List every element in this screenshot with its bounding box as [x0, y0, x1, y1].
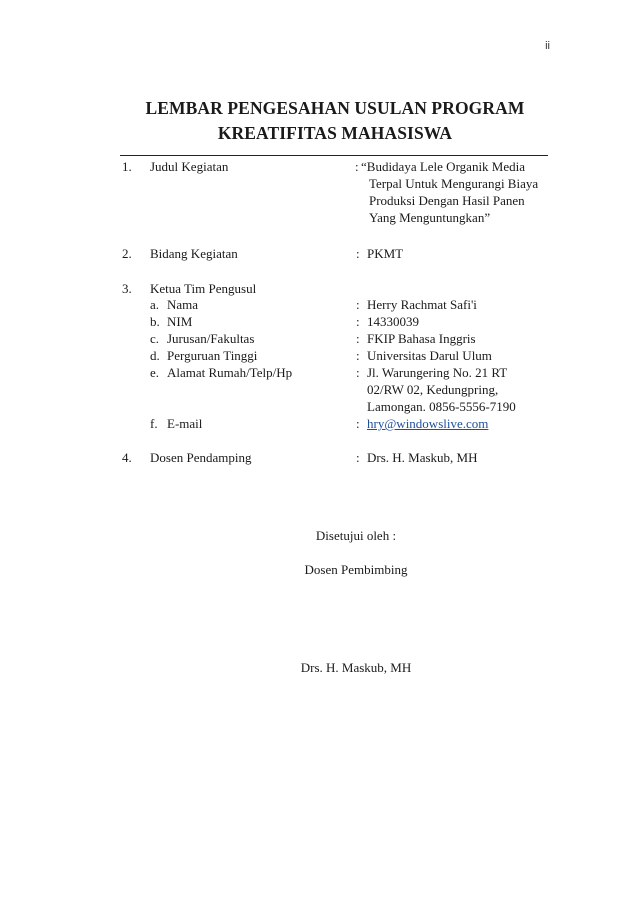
item-number-judul: 1.: [122, 159, 132, 174]
judul-line: Produksi Dengan Hasil Panen: [369, 193, 525, 208]
alamat-colon: :: [356, 365, 360, 380]
item-number-ketua: 3.: [122, 281, 132, 296]
alamat-value: [367, 364, 516, 415]
ketua-label: Ketua Tim Pengusul: [150, 281, 257, 296]
perguruan-letter: d.: [150, 348, 160, 363]
approval-role: Dosen Pembimbing: [304, 562, 408, 577]
alamat-label: Alamat Rumah/Telp/Hp: [167, 365, 293, 380]
judul-label: Judul Kegiatan: [150, 159, 229, 174]
email-letter: f.: [150, 416, 158, 431]
alamat-line: 02/RW 02, Kedungpring,: [367, 382, 499, 397]
perguruan-colon: :: [356, 348, 360, 363]
nama-label: Nama: [167, 297, 199, 312]
bidang-label: Bidang Kegiatan: [150, 246, 238, 261]
judul-line: “Budidaya Lele Organik Media: [361, 159, 526, 174]
item-number-dosen: 4.: [122, 450, 132, 465]
alamat-letter: e.: [150, 365, 160, 380]
title-divider: [120, 155, 548, 156]
document-title: [120, 96, 550, 146]
dosen-label: Dosen Pendamping: [150, 450, 252, 465]
jurusan-letter: c.: [150, 331, 160, 346]
judul-line: Yang Menguntungkan”: [369, 210, 491, 225]
jurusan-value: FKIP Bahasa Inggris: [367, 331, 476, 346]
nim-value: 14330039: [367, 314, 419, 329]
dosen-value: Drs. H. Maskub, MH: [367, 450, 478, 465]
signatory-name: Drs. H. Maskub, MH: [300, 660, 412, 675]
email-colon: :: [356, 416, 360, 431]
alamat-line: Lamongan. 0856-5556-7190: [367, 399, 516, 414]
approval-statement: Disetujui oleh :: [315, 528, 397, 543]
perguruan-value: Universitas Darul Ulum: [367, 348, 492, 363]
dosen-colon: :: [356, 450, 360, 465]
nim-label: NIM: [167, 314, 193, 329]
jurusan-colon: :: [356, 331, 360, 346]
page-number: ii: [545, 40, 550, 52]
bidang-value: PKMT: [367, 246, 404, 261]
alamat-line: Jl. Warungering No. 21 RT: [367, 365, 508, 380]
perguruan-label: Perguruan Tinggi: [167, 348, 258, 363]
judul-value: [361, 158, 538, 226]
jurusan-label: Jurusan/Fakultas: [167, 331, 255, 346]
bidang-colon: :: [356, 246, 360, 261]
nama-colon: :: [356, 297, 360, 312]
nim-colon: :: [356, 314, 360, 329]
title-line-2: KREATIFITAS MAHASISWA: [217, 123, 453, 143]
email-link[interactable]: hry@windowslive.com: [367, 416, 489, 431]
nim-letter: b.: [150, 314, 160, 329]
nama-letter: a.: [150, 297, 160, 312]
title-line-1: LEMBAR PENGESAHAN USULAN PROGRAM: [145, 98, 525, 118]
judul-colon: :: [355, 159, 359, 174]
nama-value: Herry Rachmat Safi'i: [367, 297, 477, 312]
email-label: E-mail: [167, 416, 203, 431]
judul-line: Terpal Untuk Mengurangi Biaya: [369, 176, 539, 191]
item-number-bidang: 2.: [122, 246, 132, 261]
